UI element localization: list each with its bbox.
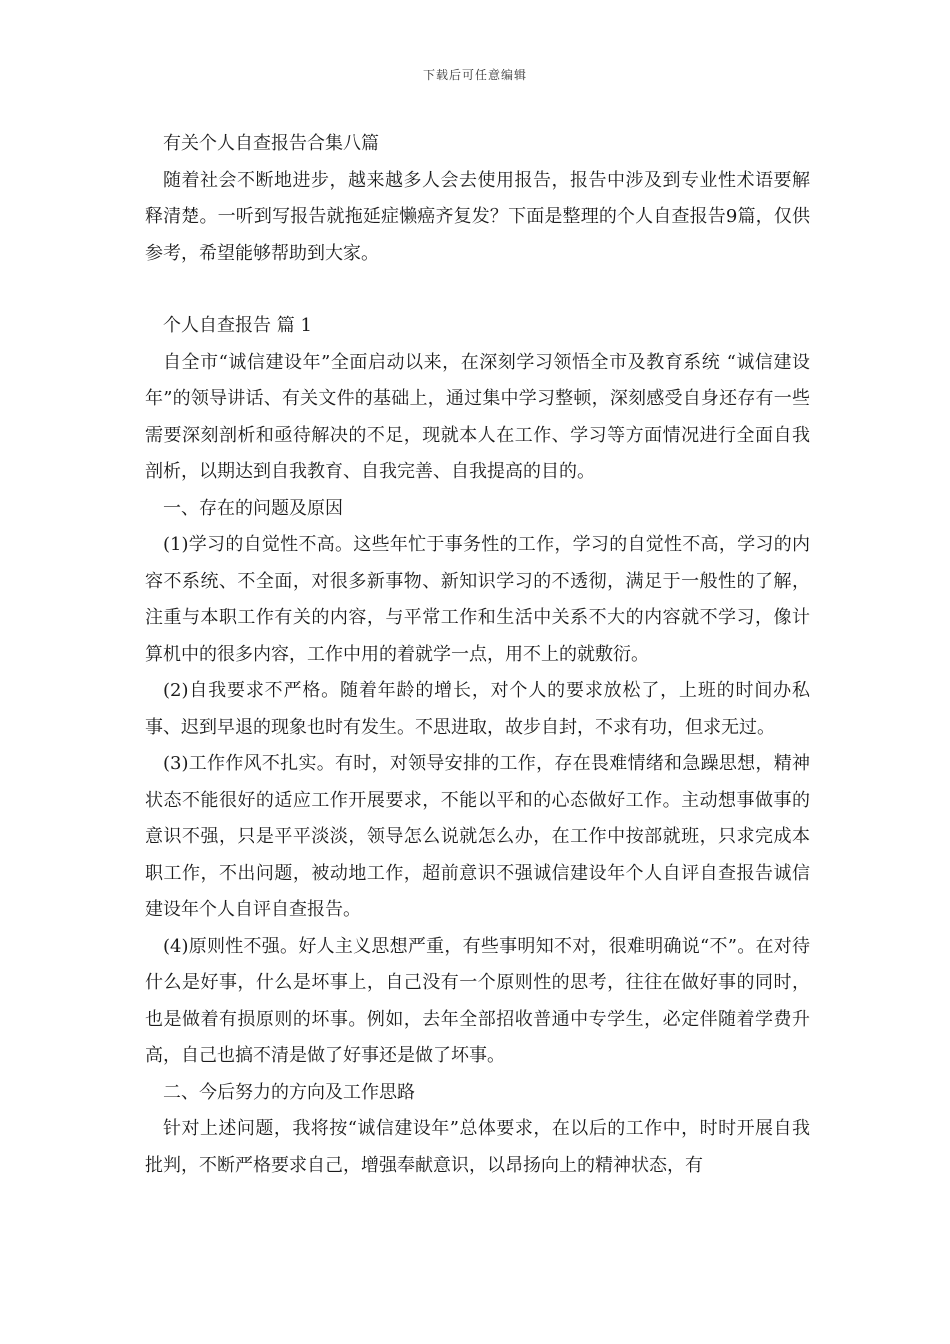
header-note: 下载后可任意编辑	[422, 68, 527, 82]
blank-line	[145, 272, 810, 308]
intro-paragraph: 随着社会不断地进步，越来越多人会去使用报告，报告中涉及到专业性术语要解释清楚。一听到写报告就拖延症懒癌齐复发？下面是整理的个人自查报告9篇，仅供参考，希望能够帮助到大家。	[145, 169, 810, 264]
problem-item-1: (1)学习的自觉性不高。这些年忙于事务性的工作，学习的自觉性不高，学习的内容不系统、不全面，对很多新事物、新知识学习的不透彻，满足于一般性的了解，注重与本职工作有关的内容，与平常工作和生活中关系不大的内容就不学习，像计算机中的很多内容，工作中用的着就学一点，用不上的就敷衍。	[145, 534, 810, 665]
document-body	[145, 126, 810, 1184]
opening-paragraph: 自全市“诚信建设年”全面启动以来，在深刻学习领悟全市及教育系统 “诚信建设年”的领导讲话、有关文件的基础上，通过集中学习整顿，深刻感受自身还存有一些需要深刻剖析和亟待解决的不足，现就本人在工作、学习等方面情况进行全面自我剖析，以期达到自我教育、自我完善、自我提高的目的。	[145, 351, 810, 482]
section-heading: 个人自查报告 篇 1	[163, 315, 312, 336]
direction-paragraph: 针对上述问题，我将按“诚信建设年”总体要求，在以后的工作中，时时开展自我批判，不断严格要求自己，增强奉献意识，以昂扬向上的精神状态，有	[145, 1118, 810, 1176]
problem-item-2: (2)自我要求不严格。随着年龄的增长，对个人的要求放松了，上班的时间办私事、迟到早退的现象也时有发生。不思进取，故步自封，不求有功，但求无过。	[145, 680, 810, 738]
problem-item-4: (4)原则性不强。好人主义思想严重，有些事明知不对，很难明确说“不”。在对待什么是好事，什么是坏事上，自己没有一个原则性的思考，往往在做好事的同时，也是做着有损原则的坏事。例如，去年全部招收普通中专学生，必定伴随着学费升高，自己也搞不清是做了好事还是做了坏事。	[145, 935, 810, 1066]
problems-heading: 一、存在的问题及原因	[163, 497, 343, 519]
problem-item-3: (3)工作作风不扎实。有时，对领导安排的工作，存在畏难情绪和急躁思想，精神状态不能很好的适应工作开展要求，不能以平和的心态做好工作。主动想事做事的意识不强，只是平平淡淡，领导怎么说就怎么办，在工作中按部就班，只求完成本职工作，不出问题，被动地工作，超前意识不强诚信建设年个人自评自查报告诚信建设年个人自评自查报告。	[145, 753, 810, 920]
document-title: 有关个人自查报告合集八篇	[163, 133, 379, 154]
direction-heading: 二、今后努力的方向及工作思路	[163, 1081, 415, 1103]
